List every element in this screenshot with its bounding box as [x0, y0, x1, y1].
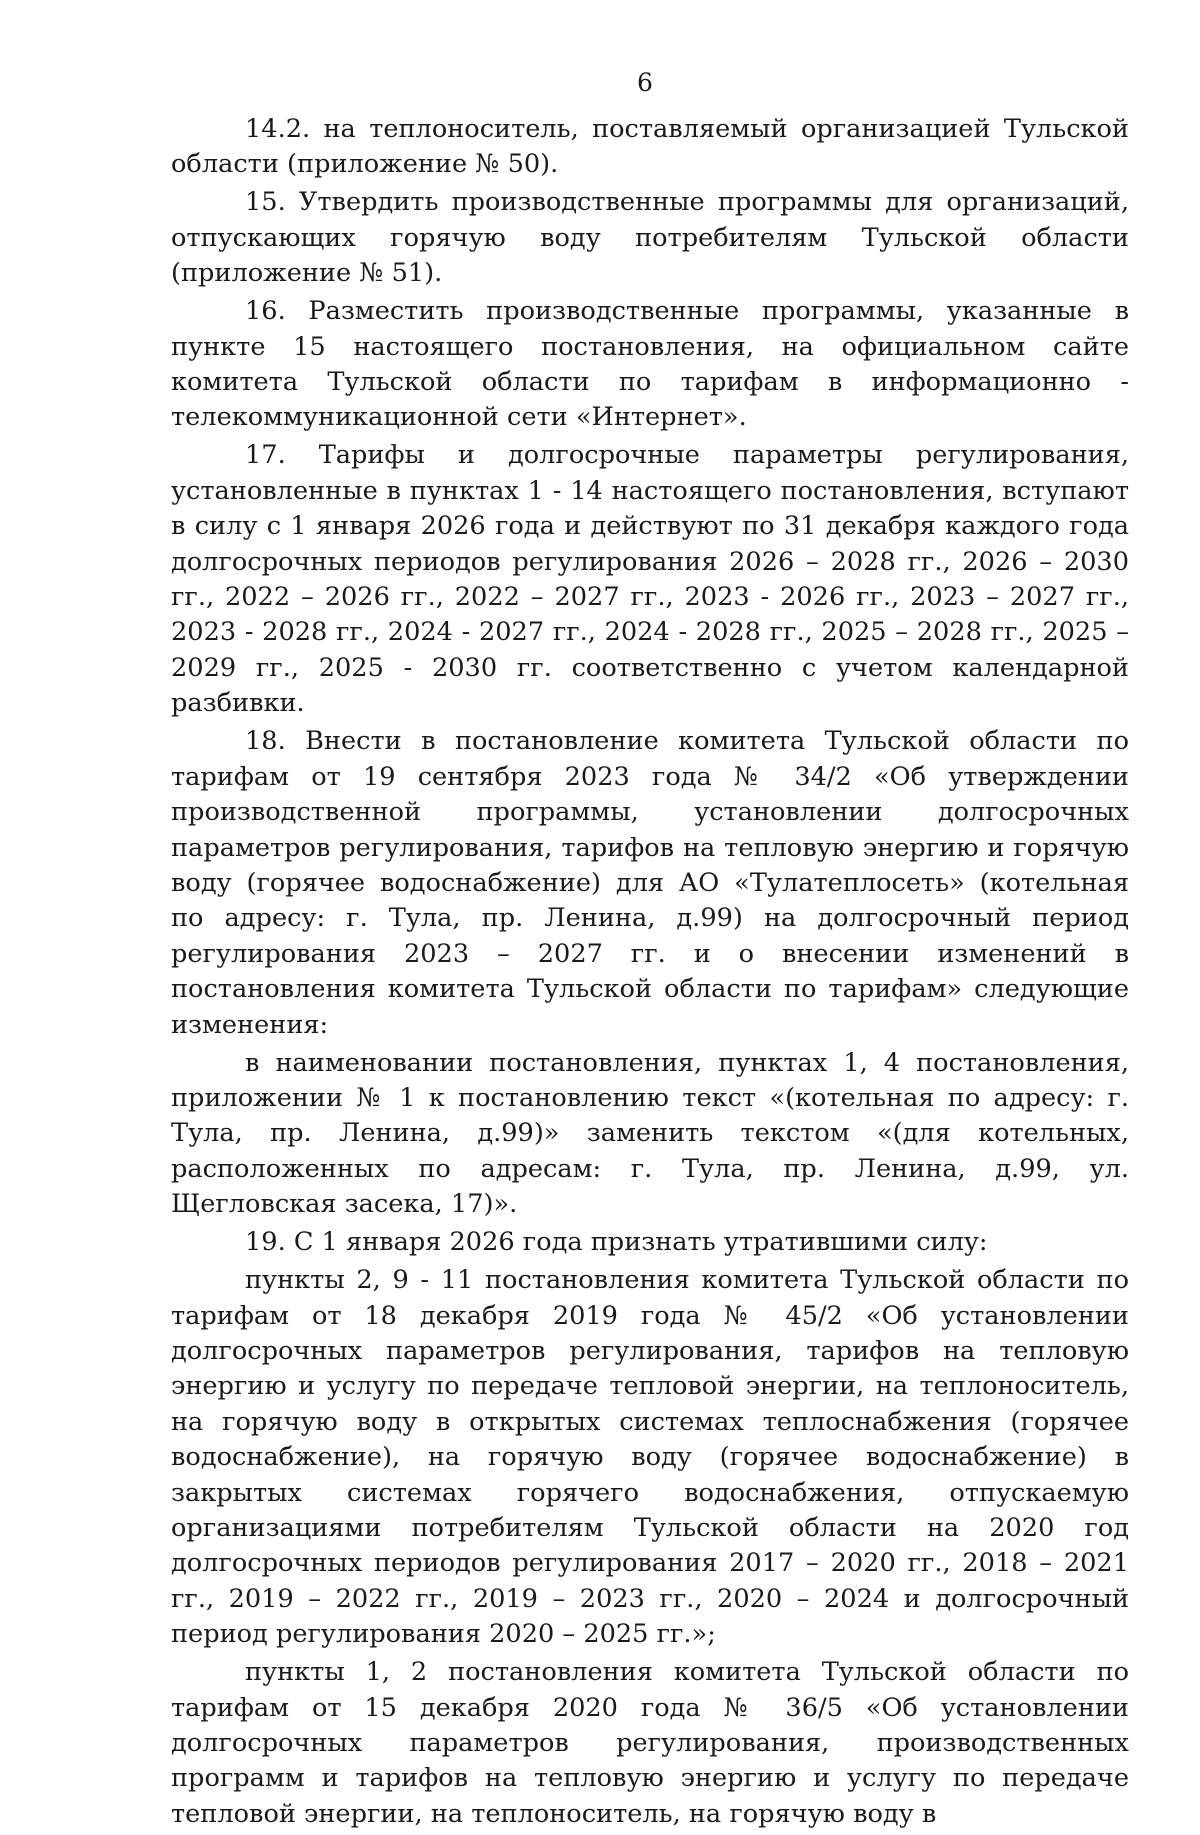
paragraph-19-item-2: пункты 1, 2 постановления комитета Тульской области по тарифам от 15 декабря 2020 года № 36/5 «Об установлении долгосрочных параметров регулирования, производственных программ и тарифов на тепловую энергию и услугу по передаче тепловой энергии, на теплоноситель, на горячую воду в [171, 1657, 1129, 1829]
paragraph-18-amendment: в наименовании постановления, пунктах 1, 4 постановления, приложении № 1 к постановлению текст «(котельная по адресу: г. Тула, пр. Ленина, д.99)» заменить текстом «(для котельных, расположенных по адресам: г. Тула, пр. Ленина, д.99, ул. Щегловская засека, 17)». [171, 1047, 1129, 1220]
paragraph-19-item-1: пункты 2, 9 - 11 постановления комитета Тульской области по тарифам от 18 декабря 2019 года № 45/2 «Об установлении долгосрочных параметров регулирования, тарифов на тепловую энергию и услугу по передаче тепловой энергии, на теплоноситель, на горячую воду в открытых системах теплоснабжения (горячее водоснабжение), на горячую воду (горячее водоснабжение) в закрытых системах горячего водоснабжения, отпускаемую организациями потребителям Тульской области на 2020 год долгосрочных периодов регулирования 2017 – 2020 гг., 2018 – 2021 гг., 2019 – 2022 гг., 2019 – 2023 гг., 2020 – 2024 и долгосрочный период регулирования 2020 – 2025 гг.»; [171, 1265, 1129, 1650]
paragraph-18: 18. Внести в постановление комитета Тульской области по тарифам от 19 сентября 2023 года № 34/2 «Об утверждении производственной программы, установлении долгосрочных параметров регулирования, тарифов на тепловую энергию и горячую воду (горячее водоснабжение) для АО «Тулатеплосеть» (котельная по адресу: г. Тула, пр. Ленина, д.99) на долгосрочный период регулирования 2023 – 2027 гг. и о внесении изменений в постановления комитета Тульской области по тарифам» следующие изменения: [171, 726, 1129, 1040]
document-body [171, 112, 1129, 1835]
paragraph-15: 15. Утвердить производственные программы для организаций, отпускающих горячую воду потребителям Тульской области (приложение № 51). [171, 187, 1129, 289]
paragraph-14-2: 14.2. на теплоноситель, поставляемый организацией Тульской области (приложение № 50). [171, 114, 1129, 180]
page-number: 6 [637, 68, 653, 97]
paragraph-16: 16. Разместить производственные программы, указанные в пункте 15 настоящего постановления, на официальном сайте комитета Тульской области по тарифам в информационно - телекоммуникационной сети «Интернет». [171, 296, 1129, 433]
paragraph-19: 19. С 1 января 2026 года признать утратившими силу: [245, 1227, 988, 1258]
paragraph-17: 17. Тарифы и долгосрочные параметры регулирования, установленные в пунктах 1 - 14 настоящего постановления, вступают в силу с 1 января 2026 года и действуют по 31 декабря каждого года долгосрочных периодов регулирования 2026 – 2028 гг., 2026 – 2030 гг., 2022 – 2026 гг., 2022 – 2027 гг., 2023 - 2026 гг., 2023 – 2027 гг., 2023 - 2028 гг., 2024 - 2027 гг., 2024 - 2028 гг., 2025 – 2028 гг., 2025 – 2029 гг., 2025 - 2030 гг. соответственно с учетом календарной разбивки. [171, 440, 1129, 719]
